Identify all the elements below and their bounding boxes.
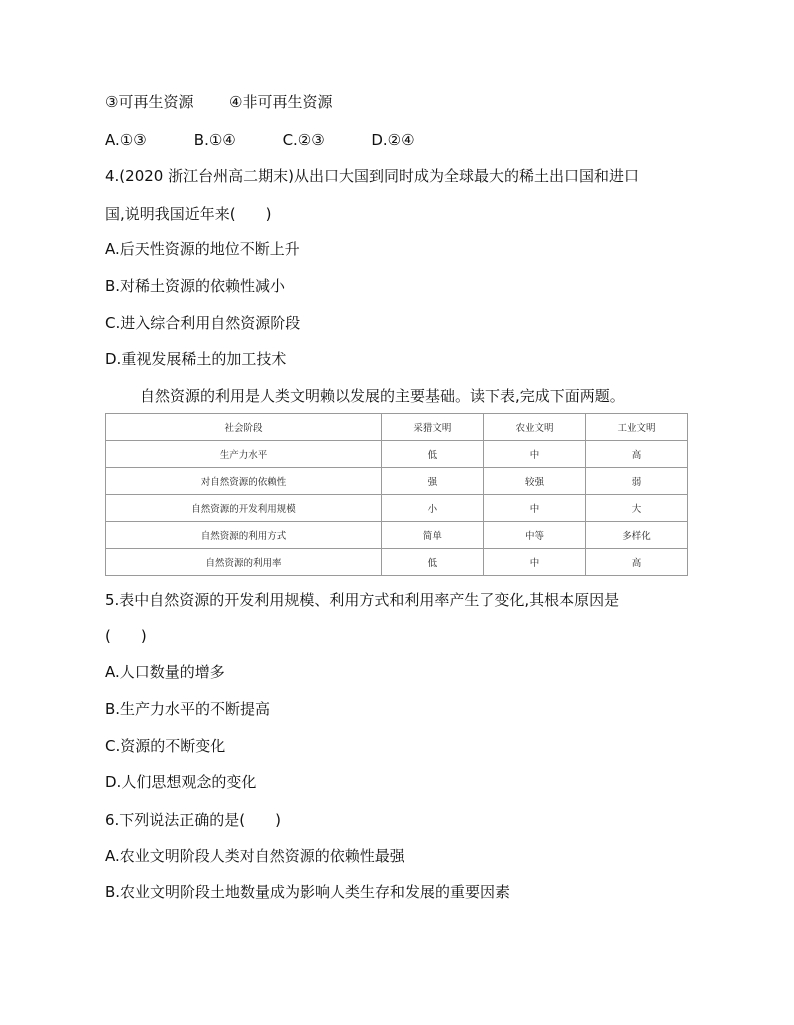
table-row [106,549,688,576]
table-header: 工业文明 [585,414,687,441]
q4-option-d: D.重视发展稀土的加工技术 [105,350,287,368]
table-cell: 生产力水平 [106,441,382,468]
table-cell: 对自然资源的依赖性 [106,468,382,495]
table-cell: 大 [585,495,687,522]
q3-option-b: B.①④ [193,131,236,149]
q6-option-b: B.农业文明阶段土地数量成为影响人类生存和发展的重要因素 [105,883,511,901]
q5-stem-line1: 5.表中自然资源的开发利用规模、利用方式和利用率产生了变化,其根本原因是 [105,591,620,609]
table-row [106,441,688,468]
q5-option-a: A.人口数量的增多 [105,663,225,681]
table-row [106,468,688,495]
q6-stem: 6.下列说法正确的是( ) [105,811,282,829]
table-header: 农业文明 [483,414,585,441]
table-cell: 自然资源的利用率 [106,549,382,576]
q4-stem-line1: 4.(2020 浙江台州高二期末)从出口大国到同时成为全球最大的稀土出口国和进口 [105,167,639,185]
table-cell: 多样化 [585,522,687,549]
table-cell: 较强 [483,468,585,495]
table-cell: 中 [483,441,585,468]
table-cell: 弱 [585,468,687,495]
table-header-row [106,414,688,441]
table-header: 采猎文明 [381,414,483,441]
q5-option-d: D.人们思想观念的变化 [105,773,257,791]
table-cell: 简单 [381,522,483,549]
top-items-line [105,92,332,112]
table-row [106,522,688,549]
q3-option-c: C.②③ [282,131,325,149]
table-row [106,495,688,522]
item-4-text: ④非可再生资源 [229,93,333,111]
q4-stem-line2: 国,说明我国近年来( ) [105,205,272,223]
q4-option-a: A.后天性资源的地位不断上升 [105,240,300,258]
table-intro: 自然资源的利用是人类文明赖以发展的主要基础。读下表,完成下面两题。 [140,387,625,405]
q5-stem-line2: ( ) [105,627,147,645]
civilization-table [105,413,688,576]
item-3-text: ③可再生资源 [105,93,194,111]
q3-option-a: A.①③ [105,131,147,149]
table-cell: 强 [381,468,483,495]
table-cell: 中等 [483,522,585,549]
table-cell: 高 [585,441,687,468]
q4-option-b: B.对稀土资源的依赖性减小 [105,277,286,295]
q6-option-a: A.农业文明阶段人类对自然资源的依赖性最强 [105,847,405,865]
q5-option-b: B.生产力水平的不断提高 [105,700,271,718]
q3-option-d: D.②④ [371,131,415,149]
table-cell: 低 [381,441,483,468]
table-cell: 高 [585,549,687,576]
table-cell: 自然资源的利用方式 [106,522,382,549]
q3-options [105,130,415,150]
table-header: 社会阶段 [106,414,382,441]
table-cell: 低 [381,549,483,576]
q5-option-c: C.资源的不断变化 [105,737,226,755]
table-cell: 小 [381,495,483,522]
table-cell: 中 [483,549,585,576]
q4-option-c: C.进入综合利用自然资源阶段 [105,314,301,332]
table-cell: 自然资源的开发利用规模 [106,495,382,522]
table-cell: 中 [483,495,585,522]
